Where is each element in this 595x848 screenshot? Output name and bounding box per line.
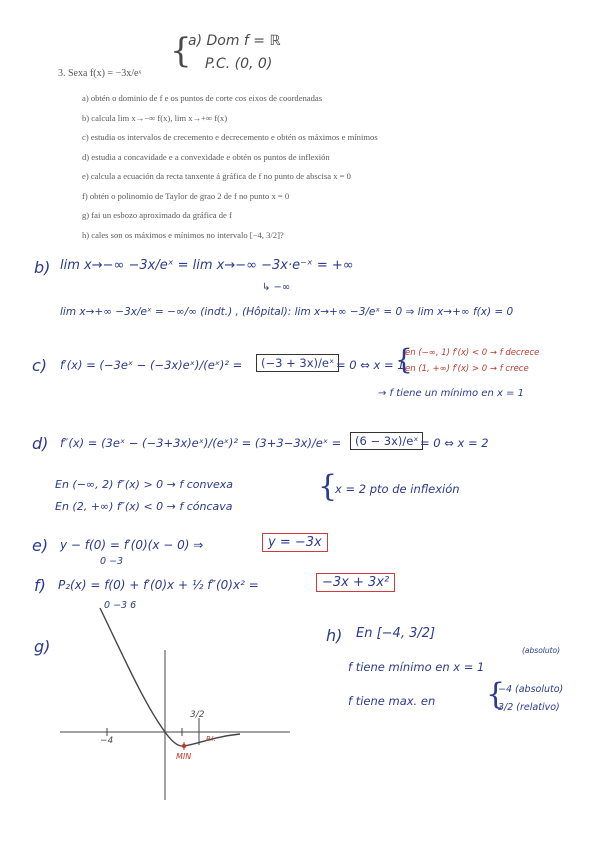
sketch-tick-label-3-2: 3/2 [190, 710, 205, 720]
solution-c-zero: = 0 ⇔ x = 1 [336, 358, 405, 372]
solution-c-result: (−3 + 3x)/eˣ [256, 354, 339, 372]
problem-item-b: b) calcula lim x→−∞ f(x), lim x→+∞ f(x) [82, 112, 228, 123]
solution-h-max1: −4 (absoluto) [498, 684, 564, 695]
solution-e-label: e) [32, 536, 49, 555]
solution-b-label: b) [34, 258, 51, 277]
solution-e-result: y = −3x [262, 533, 328, 552]
problem-item-a: a) obtén o dominio de f e os puntos de corte cos eixos de coordenadas [82, 93, 323, 103]
header-note-line1: a) Dom f = ℝ [188, 33, 281, 49]
solution-f-label: f) [34, 576, 46, 595]
problem-item-e: e) calcula a ecuación da recta tanxente á gráfica de f no punto de abscisa x = 0 [82, 171, 351, 181]
solution-f-result: −3x + 3x² [316, 573, 395, 592]
problem-title: 3. Sexa f(x) = −3x/eˣ [58, 68, 142, 79]
solution-e-sub: 0 −3 [100, 556, 124, 567]
solution-e-text: y − f(0) = f′(0)(x − 0) ⇒ [60, 538, 204, 552]
sketch-inflection-label: P.I. [206, 735, 216, 743]
solution-b-line2: lim x→+∞ −3x/eˣ = −∞/∞ (indt.) , (Hôpital): lim x→+∞ −3/eˣ = 0 ⇒ lim x→+∞ f(x) = 0 [60, 306, 514, 318]
solution-d-deriv: f″(x) = (3eˣ − (−3+3x)eˣ)/(eˣ)² = (3+3−3x)/eˣ = [60, 436, 342, 450]
problem-item-d: d) estudia a concavidade e a convexidade e obtén os puntos de inflexión [82, 151, 330, 162]
solution-c-brace: { [395, 343, 413, 376]
solution-h-max: f tiene max. en [348, 694, 436, 708]
sketch-min-label: MIN [176, 752, 192, 761]
solution-d-label: d) [32, 434, 49, 453]
solution-h-interval: En [−4, 3/2] [356, 626, 436, 641]
solution-g-label: g) [34, 637, 51, 656]
solution-d-result: (6 − 3x)/eˣ [350, 432, 423, 450]
solution-h-max2: 3/2 (relativo) [498, 702, 560, 713]
solution-d-interval1: En (−∞, 2) f″(x) > 0 → f convexa [55, 478, 234, 491]
solution-c-conclusion: → f tiene un mínimo en x = 1 [378, 388, 524, 399]
problem-item-g: g) fai un esbozo aproximado da gráfica de f [82, 210, 232, 220]
problem-item-h: h) cales son os máximos e mínimos no intervalo [−4, 3/2]? [82, 229, 284, 240]
solution-d-interval2: En (2, +∞) f″(x) < 0 → f cóncava [55, 500, 233, 513]
solution-d-zero: = 0 ⇔ x = 2 [420, 436, 489, 450]
solution-c-deriv: f′(x) = (−3eˣ − (−3x)eˣ)/(eˣ)² = [60, 358, 243, 372]
problem-item-c: c) estudia os intervalos de crecemento e decrecemento e obtén os máximos e mínimos [82, 132, 378, 142]
solution-d-conclusion: x = 2 pto de inflexión [335, 482, 460, 496]
solution-f-text: P₂(x) = f(0) + f′(0)x + ½ f″(0)x² = [58, 578, 259, 592]
header-brace: { [170, 31, 192, 71]
solution-b-line1-sub: ↳ −∞ [262, 282, 291, 293]
solution-d-brace: { [318, 469, 338, 504]
solution-c-interval2: en (1, +∞) f′(x) > 0 → f crece [405, 364, 529, 374]
header-note-line2: P.C. (0, 0) [205, 56, 273, 72]
solution-h-min: f tiene mínimo en x = 1 [348, 660, 485, 674]
solution-f-sub: 0 −3 6 [104, 600, 137, 611]
sketch-curve [100, 608, 240, 746]
problem-item-f: f) obtén o polinomio de Taylor de grao 2 de f no punto x = 0 [82, 190, 290, 201]
solution-b-line1: lim x→−∞ −3x/eˣ = lim x→−∞ −3x·e⁻ˣ = +∞ [60, 258, 354, 273]
solution-h-brace: { [486, 677, 506, 712]
sketch-tick-label-neg4: −4 [100, 736, 114, 746]
solution-c-interval1: en (−∞, 1) f′(x) < 0 → f decrece [405, 348, 540, 358]
solution-h-label: h) [326, 626, 343, 645]
solution-h-note-abs: (absoluto) [522, 646, 561, 655]
solution-c-label: c) [32, 356, 48, 375]
